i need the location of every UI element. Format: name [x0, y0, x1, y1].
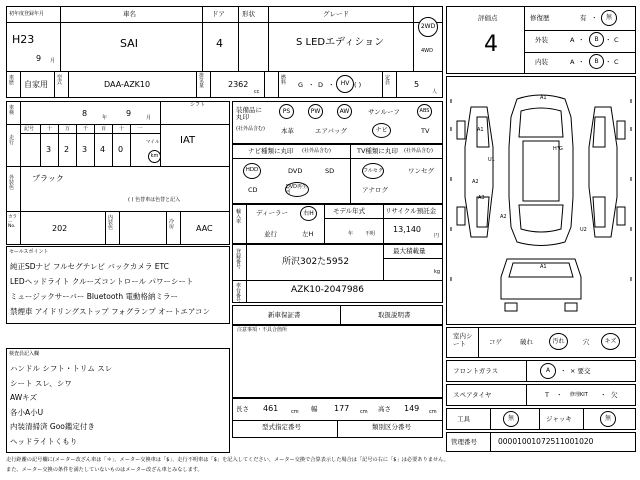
diagram-label-a2-rear: A2 — [500, 214, 507, 220]
inspector-note-line: シート スレ、シワ — [10, 378, 72, 388]
equip-navi: ナビ — [372, 123, 391, 138]
warranty-row — [232, 305, 443, 325]
shift: IAT — [180, 135, 196, 146]
grade: S LEDエディション — [296, 37, 385, 48]
inspector-note-line: ハンドル シフト・トリム スレ — [10, 364, 113, 373]
interior-c: C — [614, 58, 619, 66]
diagram-label-u1: U1 — [488, 157, 495, 163]
color-label: 外装色 — [9, 175, 15, 191]
digit-header: 万 — [65, 126, 71, 132]
parallel: 並行 — [264, 230, 277, 238]
yen-unit: 円 — [434, 233, 440, 239]
km-circle: km — [148, 150, 161, 163]
length: 461 — [263, 404, 279, 413]
new-car-warranty: 新車保証書 — [268, 311, 301, 319]
equipment-sub: (社外品含む) — [236, 126, 265, 132]
shift-label: シフト — [190, 102, 206, 108]
car-name-label: 車名 — [123, 10, 136, 18]
nav-dvd-play: DVD再生可 — [285, 182, 309, 197]
displacement-label: 排気量 — [199, 73, 205, 89]
digit-header: 百 — [101, 126, 107, 132]
score-label: 評価点 — [478, 14, 498, 22]
digit-header: 一 — [137, 126, 143, 132]
chassis: AZK10-2047986 — [291, 285, 365, 295]
month-unit: 月 — [50, 58, 56, 64]
cc-unit: cc — [254, 89, 260, 95]
width: 177 — [334, 404, 350, 413]
glass-a-circle: A — [540, 363, 556, 379]
mileage-digit: 3 — [46, 145, 52, 154]
digit-header: 十 — [47, 126, 53, 132]
caution-label: 注意事項・不具合箇所 — [237, 327, 288, 333]
fuel-d: D — [318, 81, 324, 89]
diagram-label-a3: A3 — [478, 195, 485, 201]
score: 4 — [484, 32, 498, 57]
glass-note: × 要交 — [570, 367, 591, 375]
digit-divider — [94, 124, 95, 166]
row2 — [6, 71, 443, 98]
equip-abs: ABS — [417, 104, 432, 119]
fuel-g: G — [298, 81, 304, 89]
nav-dvd: DVD — [288, 167, 303, 175]
color-code: 202 — [52, 224, 68, 233]
mileage-digit: 3 — [82, 145, 88, 154]
repair-yes: 有 — [580, 14, 587, 22]
fuel-other: ( ) — [354, 81, 362, 89]
max-load-label: 最大積載量 — [393, 247, 426, 255]
kigou-label: 記号 — [24, 126, 35, 132]
spare-label: スペアタイヤ — [453, 391, 492, 399]
jack-label: ジャッキ — [546, 415, 572, 423]
chassis-label: 車台番号 — [236, 283, 242, 304]
front-glass-label: フロントガラス — [453, 367, 499, 375]
usage: 自家用 — [24, 80, 48, 89]
steering-right-circle: 右H — [300, 206, 317, 221]
seat-hole: 穴 — [583, 338, 590, 346]
digit-header: 千 — [83, 126, 89, 132]
nav-sub: (社外品含む) — [302, 148, 331, 154]
height-cm: cm — [429, 409, 437, 415]
diagram-label-u2: U2 — [580, 227, 587, 233]
car-name: SAI — [120, 37, 138, 50]
mile-unit: マイル — [146, 140, 160, 145]
seat-burn: コゲ — [489, 338, 502, 346]
tv-fullseg: フルセグ — [362, 163, 384, 179]
footer-line1: 走行距離の記号欄に(メーター改ざん車は「＊」、メーター交換車は「$」、走行不明車は「$」を記入してください。メーター交換で合算表示した場合は「記号の右に「$」は必要ありません。 — [6, 457, 449, 463]
length-cm: cm — [291, 409, 299, 415]
height: 149 — [404, 404, 420, 413]
manual: 取扱説明書 — [378, 311, 411, 319]
exterior-a: A — [570, 36, 575, 44]
seat-scratch-circle: キズ — [601, 333, 620, 350]
seat-tear: 破れ — [520, 338, 533, 346]
steering-left: 左H — [302, 230, 314, 238]
sales-point-line: 禁煙車 アイドリングストップ フォグランプ オートエアコン — [10, 307, 210, 316]
displacement: 2362 — [228, 80, 249, 89]
fuel-label: 燃料 — [281, 75, 287, 86]
dealer: ディーラー — [256, 209, 288, 217]
equip-pw: PW — [308, 104, 323, 119]
inspector-note-line: AWキズ — [10, 393, 37, 402]
tv-oneseg: ワンセグ — [408, 167, 434, 175]
equip-ps: PS — [279, 104, 294, 119]
ac: AAC — [196, 224, 213, 233]
mileage-digit: 2 — [64, 145, 70, 154]
equip-airbag: エアバッグ — [315, 127, 347, 135]
model-year-unknown: 不明 — [365, 231, 376, 237]
inspector-note-line: 内装清掃済 Goo鑑定付き — [10, 422, 95, 431]
sales-point-line: LEDヘッドライト クルーズコントロール パワーシート — [10, 277, 194, 286]
mileage-digit: 0 — [118, 145, 124, 154]
sales-point-line: ミュージックサーバー Bluetooth 電動格納ミラー — [10, 292, 179, 301]
sales-points-label: セールスポイント — [9, 249, 49, 255]
model-label: 型式 — [57, 75, 63, 86]
management-number: 0000100107251100102​0 — [498, 437, 594, 446]
nav-label: ナビ種類に丸印 — [248, 147, 294, 155]
shape-label: 形状 — [242, 10, 255, 18]
equip-aw: AW — [337, 104, 352, 119]
interior-seat-label: 室内シート — [453, 332, 473, 349]
height-label: 高さ — [378, 405, 391, 413]
shaken-label: 車検 — [9, 105, 15, 116]
import-label: 輸入車 — [236, 209, 242, 225]
equip-leather: 本革 — [281, 127, 294, 135]
diagram-label-a1-rear: A1 — [540, 264, 547, 270]
exterior-label: 外装 — [535, 36, 548, 44]
width-label: 幅 — [311, 405, 318, 413]
width-cm: cm — [360, 409, 368, 415]
inspector-notes-label: 検査員記入欄 — [9, 351, 40, 357]
color: ブラック — [32, 174, 64, 183]
shaken-month: 9 — [126, 109, 132, 118]
first-reg-label: 初年度登録年月 — [9, 11, 45, 17]
digit-divider — [76, 124, 77, 166]
repair-no-circle: 無 — [601, 10, 617, 26]
interior-label: 内装 — [535, 58, 548, 66]
tools-label: 工具 — [457, 415, 470, 423]
tv-analog: アナログ — [362, 186, 388, 194]
digit-header: 十 — [119, 126, 125, 132]
spare-missing: 欠 — [611, 391, 618, 399]
diagram-label-hg: H"G — [553, 146, 563, 152]
exterior-c: C — [614, 36, 619, 44]
drive-2wd-circle: 2WD — [418, 17, 438, 37]
usage-label: 車歴 — [9, 75, 15, 86]
model-year-nen: 年 — [348, 231, 354, 237]
jack-none-circle: 無 — [600, 411, 616, 427]
first-reg-year: H23 — [12, 33, 35, 46]
inspector-note-line: ヘッドライトくもり — [10, 436, 78, 446]
repair-label: 修復歴 — [530, 14, 550, 22]
capacity: 5 — [414, 80, 420, 89]
color-note: ( ) 色替車は色替と記入 — [128, 197, 181, 203]
first-reg-month: 9 — [36, 54, 42, 63]
interior-b-circle: B — [589, 54, 604, 69]
tv-sub: (社外品含む) — [404, 148, 433, 154]
shaken-year: 8 — [82, 109, 88, 118]
sales-point-line: 純正SDナビ フルセグテレビ バックカメラ ETC — [10, 262, 169, 271]
recycle-value: 13,140 — [393, 225, 421, 234]
category-number-label: 類別区分番号 — [372, 423, 411, 431]
color-code-label: カラーNo. — [8, 215, 17, 229]
capacity-unit: 人 — [432, 89, 438, 95]
mileage-digit: 4 — [100, 145, 106, 154]
digit-divider — [112, 124, 113, 166]
tv-label: TV種類に丸印 — [357, 147, 398, 155]
model: DAA-AZK10 — [104, 80, 151, 89]
equipment-label: 装備品に丸印 — [236, 106, 262, 121]
inspector-note-line: 各小A小U — [10, 407, 44, 417]
interior-color-label: 内装色 — [108, 215, 114, 231]
kg-unit: kg — [434, 269, 441, 275]
length-label: 長さ — [236, 405, 249, 413]
seat-dirt-circle: 汚れ — [549, 333, 568, 350]
digit-divider — [58, 124, 59, 166]
type-designation-label: 型式指定番号 — [262, 423, 301, 431]
recycle-label: リサイクル預託金 — [385, 207, 437, 215]
door-count: 4 — [216, 37, 223, 50]
diagram-label-a1-left: A1 — [477, 127, 484, 133]
capacity-label: 定員 — [385, 75, 391, 86]
plate-label: 登録番号 — [236, 249, 242, 270]
equip-sunroof: サンルーフ — [368, 108, 400, 116]
interior-a: A — [570, 58, 575, 66]
footer-line2: また、メーター交換の条件を満たしていないものはメーター改ざん車とみなします。 — [6, 467, 203, 473]
fuel-hv-circle: HV — [336, 75, 354, 93]
shaken-nen: 年 — [102, 115, 108, 121]
nav-cd: CD — [248, 186, 258, 194]
ac-label: 冷房 — [169, 219, 175, 230]
management-label: 管理番号 — [451, 438, 477, 446]
exterior-b-circle: B — [589, 32, 604, 47]
plate: 所沢302た5952 — [282, 257, 350, 267]
nav-sd: SD — [325, 167, 335, 175]
shaken-tsuki: 月 — [146, 115, 152, 121]
grade-label: グレード — [323, 10, 349, 18]
nav-hdd: HDD — [243, 163, 261, 179]
caution-area — [232, 325, 443, 398]
spare-kit: 修理KIT — [570, 392, 588, 398]
equip-tv: TV — [421, 127, 430, 135]
digit-divider — [130, 124, 131, 166]
drive-4wd: 4WD — [421, 48, 433, 54]
car-diagram — [447, 77, 635, 324]
model-year-label: モデル年式 — [333, 207, 366, 215]
mileage-label: 走行 — [9, 135, 15, 146]
door-label: ドア — [212, 10, 225, 18]
spare-t: T — [545, 391, 549, 399]
tools-none-circle: 無 — [503, 411, 519, 427]
diagram-label-a1-front: A1 — [540, 95, 547, 101]
diagram-label-a2-left: A2 — [472, 179, 479, 185]
